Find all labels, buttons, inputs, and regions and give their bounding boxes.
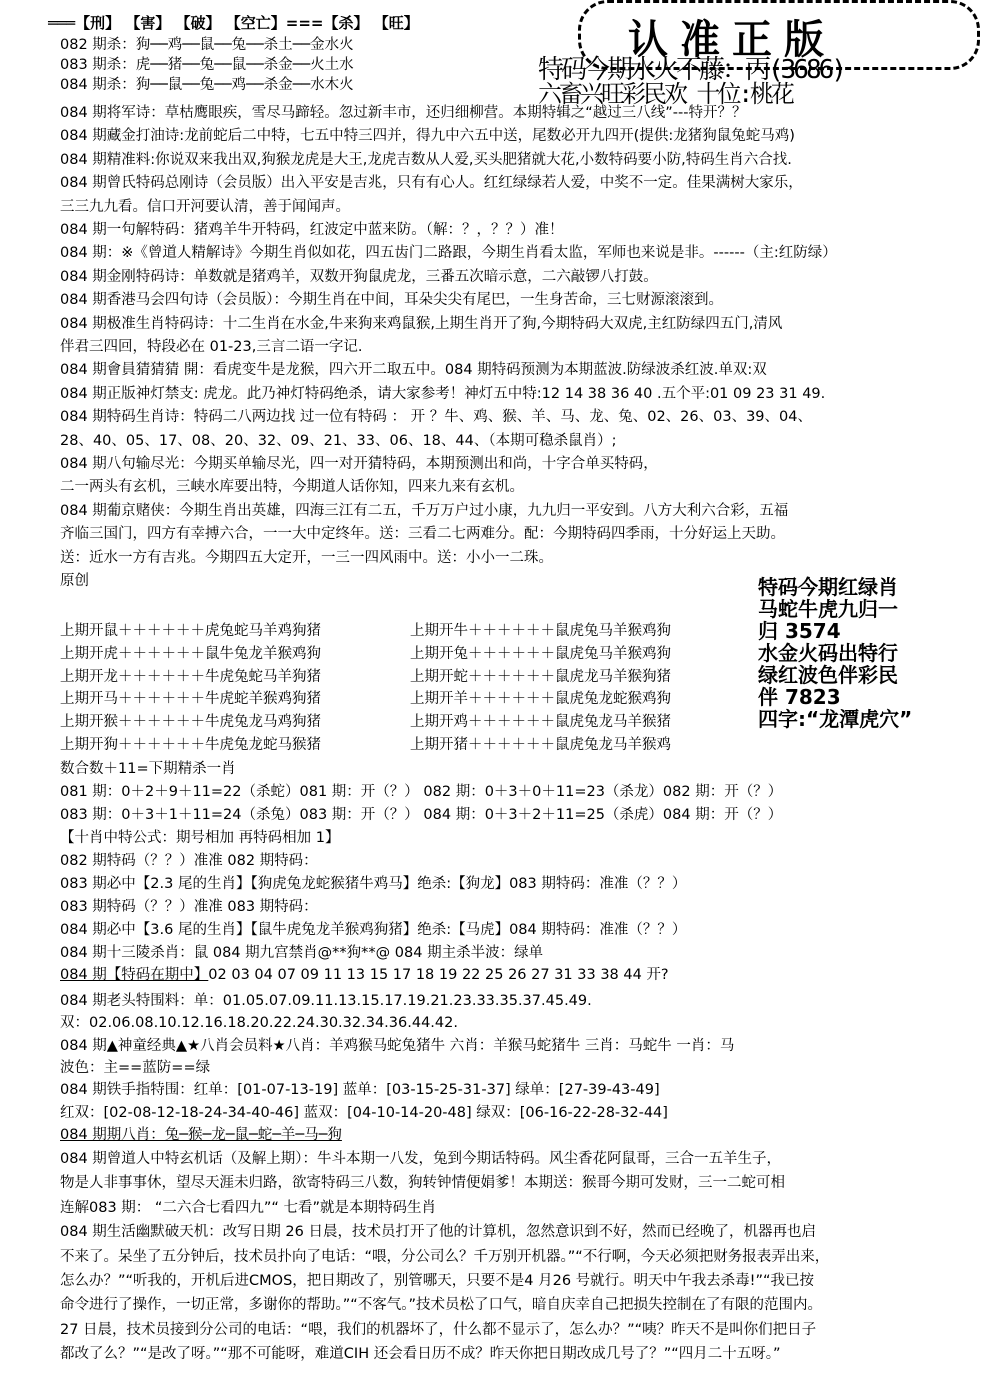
text-line: 084 期老头特围料：单：01.05.07.09.11.13.15.17.19.21.23.33.35.37.45.49. [60, 993, 592, 1009]
text-line: 28、40、05、17、08、20、32、09、21、33、06、18、44、（本期可稳杀鼠肖）; [60, 432, 617, 449]
text-line: 红双：[02-08-12-18-24-34-40-46] 蓝双：[04-10-14-20-48] 绿双：[06-16-22-28-32-44] [60, 1104, 668, 1121]
text-line: 都改了么？”“是改了呀。”“那不可能呀，难道CIH 还会看日历不成？昨天你把日期改成几号了？”“四月二十五呀。” [60, 1346, 781, 1363]
special-line-prefix: 084 期【特码在期中】 [60, 967, 209, 983]
original-left-col [60, 620, 321, 757]
side-box-line: 归 3574 [758, 619, 841, 643]
text-line: 27 日晨，技术员接到分公司的电话：“喂，我们的机器坏了，什么都不显示了，怎么办？”“咦？昨天不是叫你们把日子 [60, 1321, 817, 1338]
kill-row: 084 期杀：狗──鼠──兔──鸡──杀金──水木火 [60, 77, 354, 93]
text-line: 084 期會員猜猜猜 開：看虎变牛是龙猴，四六开二取五中。084 期特码预测为本期蓝波.防绿波杀红波.单双:双 [60, 362, 767, 379]
list-item: 上期开羊＋＋＋＋＋＋鼠虎兔龙蛇猴鸡狗 [410, 691, 671, 708]
text-line: 【十肖中特公式：期号相加 再特码相加 1】 [60, 830, 340, 846]
text-line: 084 期葡京赌侠：今期生肖出英雄，四海三江有二五，千万万户过小康，九九归一平安到。八方大利六合彩，五福 [60, 502, 789, 519]
text-line: 084 期金刚特码诗：单数就是猪鸡羊，双数开狗鼠虎龙，三番五次暗示意，二六敲锣八打鼓。 [60, 268, 658, 285]
text-line: 084 期正版神灯禁支: 虎龙。此乃神灯特码绝杀，请大家参考！神灯五中特:12 14 38 36 40 .五个平:01 09 23 31 49. [60, 385, 826, 402]
logo-text: 认准正版 [628, 16, 836, 63]
text-line: 084 期极准生肖特码诗：十二生肖在水金,牛来狗来鸡鼠猴,上期生肖开了狗,今期特码大双虎,主红防绿四五门,清风 [60, 315, 783, 332]
text-line: 波色：主==蓝防==绿 [60, 1059, 211, 1076]
text-line: 连解083 期： “二六合七看四九”“ 七看”就是本期特码生肖 [60, 1199, 437, 1216]
text-line: 084 期▲神童经典▲★八肖会员料★八肖：羊鸡猴马蛇兔猪牛 六肖：羊猴马蛇猪牛 三肖：马蛇牛 一肖：马 [60, 1037, 735, 1054]
text-line: 084 期将军诗：草枯鹰眼疾，雪尽马蹄轻。忽过新丰市，还归细柳营。本期特辑之“越过三八线”---特开？？ [60, 105, 747, 121]
list-item: 上期开猪＋＋＋＋＋＋鼠虎兔龙马羊猴鸡 [410, 736, 671, 753]
text-line: 083 期特码（？？）准准 083 期特码： [60, 899, 318, 915]
text-line: 数合数＋11=下期精杀一肖 [60, 761, 236, 777]
text-line: 伴君三四回，特段必在 01-23,三言二语一字记. [60, 339, 363, 355]
text-line: 三三九九看。信口开河要认清，善于闻闻声。 [60, 198, 350, 215]
text-line: 084 期藏金打油诗:龙前蛇后二中特，七五中特三四并，得九中六五中送，尾数必开九四开(提供:龙猪狗鼠兔蛇马鸡) [60, 128, 795, 145]
text-line: 084 期一句解特码：猪鸡羊牛开特码，红波定中蓝来防。（解：？，？？）准！ [60, 222, 564, 238]
side-box-line: 水金火码出特行 [758, 641, 898, 665]
list-item: 上期开兔＋＋＋＋＋＋鼠虎兔马羊猴鸡狗 [410, 645, 671, 662]
side-box-line: 四字:“龙潭虎穴” [758, 707, 913, 731]
side-box-line: 特码今期红绿肖 [758, 575, 898, 599]
text-line: 084 期生活幽默破天机：改写日期 26 日晨，技术员打开了他的计算机，忽然意识到不好，然而已经晚了，机器再也启 [60, 1224, 816, 1241]
side-box [758, 576, 988, 730]
text-line: 084 期曾氏特码总刚诗（会员版）出入平安是吉兆，只有有心人。红红绿绿若人爱，中奖不一定。佳果满树大家乐， [60, 175, 803, 192]
list-item: 上期开狗＋＋＋＋＋＋牛虎兔龙蛇马猴猪 [60, 736, 321, 753]
text-line: 084 期八句输尽光：今期买单输尽光，四一对开猜特码，本期预测出和尚，十字合单买特码， [60, 456, 658, 472]
text-line: 命令进行了操作，一切正常，多谢你的帮助。”“不客气。”技术员松了口气，暗自庆幸自己把损失控制在了有限的范围内。 [60, 1297, 823, 1314]
text-line: 084 期曾道人中特玄机话（及解上期）：牛斗本期一八发，兔到今期话特码。风尘香花阿鼠哥，三合一五羊生子， [60, 1151, 782, 1167]
special-line-numbers: 02 03 04 07 09 11 13 15 17 18 19 22 25 26 27 31 33 38 44 开? [208, 967, 669, 983]
list-item: 上期开蛇＋＋＋＋＋＋鼠虎龙马羊猴狗猪 [410, 668, 671, 685]
kill-row: 082 期杀：狗──鸡──鼠──兔──杀土──金水火 [60, 37, 354, 53]
eight-xiao-line: 084 期期八肖：兔─猴─龙─鼠─蛇─羊─马─狗 [60, 1127, 342, 1143]
overlay-line-1: 特码今期水火不藤：丙(3686) [538, 55, 844, 85]
text-line: 物是人非事事休，望尽天涯未归路，欲寄特码三八数，狗转钟情便娟爹！本期送：猴哥今期可发财，三一二蛇可相 [60, 1175, 785, 1192]
list-item: 上期开牛＋＋＋＋＋＋鼠虎兔马羊猴鸡狗 [410, 623, 671, 639]
text-line: 齐临三国门，四方有幸搏六合，一一大中定终年。送：三看二七两难分。配：今期特码四季雨，十分好运上天助。 [60, 526, 785, 543]
text-line: 怎么办？”“听我的，开机后进CMOS，把日期改了，别管哪天，只要不是4 月26 号就行。明天中午我去杀毒!”“我已按 [60, 1273, 815, 1289]
list-item: 上期开虎＋＋＋＋＋＋鼠牛兔龙羊猴鸡狗 [60, 645, 321, 662]
side-box-line: 绿红波色伴彩民 [758, 663, 898, 687]
text-line: 084 期必中【3.6 尾的生肖】【鼠牛虎兔龙羊猴鸡狗猪】绝杀:【马虎】084 期特码：准准（？？） [60, 922, 687, 938]
text-line: 083 期：0＋3＋1＋11=24（杀兔）083 期：开（？） 084 期：0＋3＋2＋11=25（杀虎）084 期：开（？） [60, 807, 783, 823]
original-right-col [410, 620, 671, 757]
list-item: 上期开猴＋＋＋＋＋＋牛虎兔龙马鸡狗猪 [60, 714, 321, 731]
header-row: ═══【刑】 【害】 【破】 【空亡】===【杀】 【旺】 [48, 14, 419, 32]
text-line: 082 期特码（？？）准准 082 期特码： [60, 853, 318, 869]
list-item: 上期开鸡＋＋＋＋＋＋鼠虎兔龙马羊猴猪 [410, 714, 671, 731]
text-line: 084 期香港马会四句诗（会员版）：今期生肖在中间，耳朵尖尖有尾巴，一生身苦命，三七财源滚滚到。 [60, 292, 724, 309]
side-box-line: 马蛇牛虎九归一 [758, 597, 898, 621]
text-line: 084 期特码生肖诗：特码二八两边找 过一位有特码 ： 开 ？牛、鸡、猴、羊、马、龙、兔、02、26、03、39、04、 [60, 409, 812, 426]
list-item: 上期开马＋＋＋＋＋＋牛虎蛇羊猴鸡狗猪 [60, 691, 321, 708]
text-line: 不来了。呆坐了五分钟后，技术员扑向了电话：“喂，分公司么？千万别开机器。”“不行啊，今天必须把财务报表弄出来， [60, 1248, 830, 1265]
text-line: 084 期十三陵杀肖：鼠 084 期九宫禁肖@**狗**@ 084 期主杀半波：绿单 [60, 945, 544, 961]
special-line [60, 966, 669, 984]
text-line: 原创 [60, 573, 89, 589]
text-line: 081 期：0＋2＋9＋11=22（杀蛇）081 期：开（？） 082 期：0＋3＋0＋11=23（杀龙）082 期：开（？） [60, 784, 783, 800]
text-line: 084 期精准料:你说双来我出双,狗猴龙虎是大王,龙虎吉数从人爱,买头肥猪就大花,小数特码要小防,特码生肖六合找. [60, 151, 792, 168]
kill-row: 083 期杀：虎──猪──兔──鼠──杀金──火土水 [60, 57, 354, 73]
text-line: 双：02.06.08.10.12.16.18.20.22.24.30.32.34.36.44.42. [60, 1015, 458, 1032]
text-line: 083 期必中【2.3 尾的生肖】【狗虎兔龙蛇猴猪牛鸡马】绝杀:【狗龙】083 期特码：准准（？？） [60, 876, 687, 892]
text-line: 二一两头有玄机，三峡水库要出特，今期道人话你知，四来九来有玄机。 [60, 479, 524, 496]
list-item: 上期开鼠＋＋＋＋＋＋虎兔蛇马羊鸡狗猪 [60, 623, 321, 639]
list-item: 上期开龙＋＋＋＋＋＋牛虎兔蛇马羊狗猪 [60, 668, 321, 685]
side-box-line: 伴 7823 [758, 685, 841, 709]
text-line: 084 期：※《曾道人精解诗》今期生肖似如花，四五齿门二路跟，今期生肖看太监，军师也来说是非。------（主:红防绿） [60, 245, 837, 262]
overlay-line-2: 六畜兴旺彩民欢 十位:桃花 [538, 80, 792, 108]
text-line: 送：近水一方有吉兆。今期四五大定开，一三一四风雨中。送：小小一二珠。 [60, 549, 553, 566]
text-line: 084 期铁手指特围：红单：[01-07-13-19] 蓝单：[03-15-25-31-37] 绿单：[27-39-43-49] [60, 1082, 660, 1099]
